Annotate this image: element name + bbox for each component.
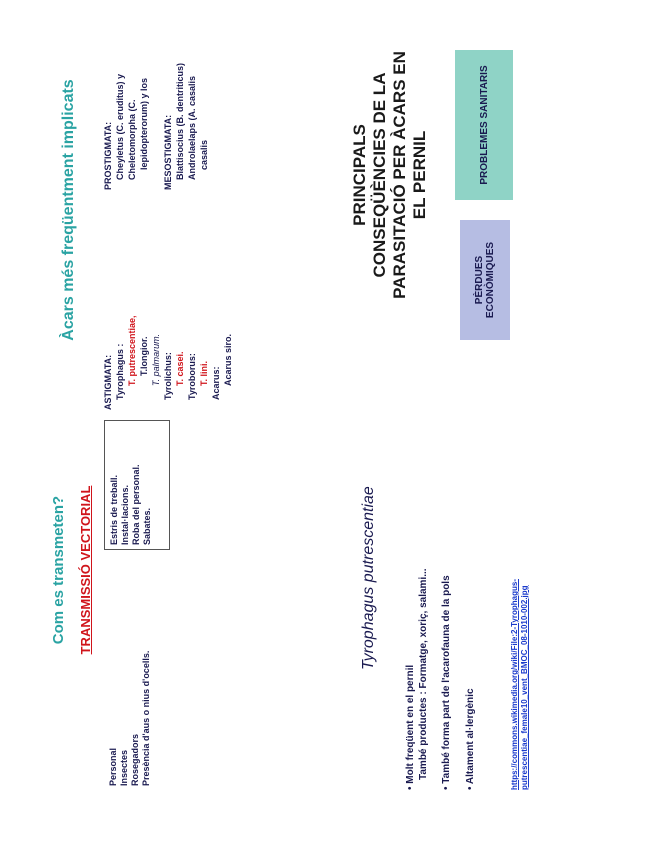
source-link-line1[interactable]: https://commons.wikimedia.org/wiki/File:2-Tyrophagus- <box>510 579 519 790</box>
t-casei: T. casei. <box>175 351 185 386</box>
cheletomorpha-line1: Cheletomorpha (C. <box>127 99 137 180</box>
tyrophagus-label: Tyrophagus : <box>115 343 125 400</box>
acarus-label: Acarus: <box>211 366 221 400</box>
t-palmarum: T. palmarum. <box>151 333 161 386</box>
source-link-line2[interactable]: putrescentiae_female10_vent_BMOC_08-1010-002.jpg <box>520 585 529 790</box>
cheyletus: Cheyletus (C. eruditus) y <box>115 73 125 180</box>
list-item: Sabates. <box>142 507 152 545</box>
tyroborus-label: Tyroborus: <box>187 353 197 400</box>
prostigmata-label: PROSTIGMATA: <box>103 121 113 190</box>
slide-title <box>350 30 430 320</box>
list-item: Roba del personal. <box>131 464 141 545</box>
slide-tyrophagus <box>360 390 560 790</box>
bullet-1-line2: També productes : Formatge, xoriç, salami... <box>418 568 429 780</box>
mesostigmata-label: MESOSTIGMATA: <box>163 114 173 190</box>
title-line-4: EL PERNIL <box>410 130 429 220</box>
slide-title: Com es transmeten? <box>50 495 67 645</box>
slide-title: Àcars més freqüentment implicats <box>60 79 77 341</box>
slide-transmissio <box>50 390 190 790</box>
bullet-2: • També forma part de l'acarofauna de la pols <box>441 575 452 790</box>
bullet-text: Molt freqüent en el pernil <box>405 664 416 784</box>
transmission-list-right <box>104 420 170 550</box>
slide-title: Tyrophagus putrescentiae <box>360 486 377 670</box>
list-item: Estris de treball. <box>109 474 119 545</box>
list-item: Insectes <box>119 749 129 786</box>
box-problemes-sanitaris: PROBLEMES SANITARIS <box>455 50 513 200</box>
bullet-3: • Altament al·lergènic <box>465 688 476 790</box>
title-line-1: PRINCIPALS <box>350 124 369 226</box>
list-item: Instal·lacions. <box>120 484 130 545</box>
t-lini: T. lini. <box>199 360 209 386</box>
list-item: Personal <box>108 747 118 786</box>
title-line-3: PARASITACIÓ PER ÀCARS EN <box>390 51 409 299</box>
list-item: Rosegadors <box>130 733 140 786</box>
t-putrescentiae: T. putrescentiae, <box>127 315 137 386</box>
slide-subtitle: TRANSMISSIÓ VECTORIAL <box>78 485 93 655</box>
acarus-siro: Acarus siro. <box>223 333 233 386</box>
tyrolichus-label: Tyrolichus: <box>163 352 173 400</box>
bullet-1-line1: • Molt freqüent en el pernil <box>405 664 416 790</box>
list-item: Presència d'aus o nius d'ocells. <box>141 650 151 786</box>
title-line-2: CONSEQÜÈNCIES DE LA <box>370 72 389 278</box>
t-longior: T.longior. <box>139 336 149 376</box>
box-perdues-economiques: PÈRDUES ECONÒMIQUES <box>460 220 510 340</box>
slide-consequencies <box>340 10 640 340</box>
bullet-text: També forma part de l'acarofauna de la pols <box>441 575 452 784</box>
androlaelaps-line2: casalis <box>199 139 209 170</box>
bullet-text: Altament al·lergènic <box>465 688 476 785</box>
slide-acars <box>60 10 320 410</box>
astigmata-label: ASTIGMATA: <box>103 354 113 410</box>
blattisocius: Blattisocius (B. dentriticus) <box>175 62 185 180</box>
androlaelaps-line1: Androlaelaps (A. casalis <box>187 75 197 180</box>
cheletomorpha-line2: lepidopterorum) y los <box>139 77 149 170</box>
transmission-list-left <box>104 582 176 790</box>
